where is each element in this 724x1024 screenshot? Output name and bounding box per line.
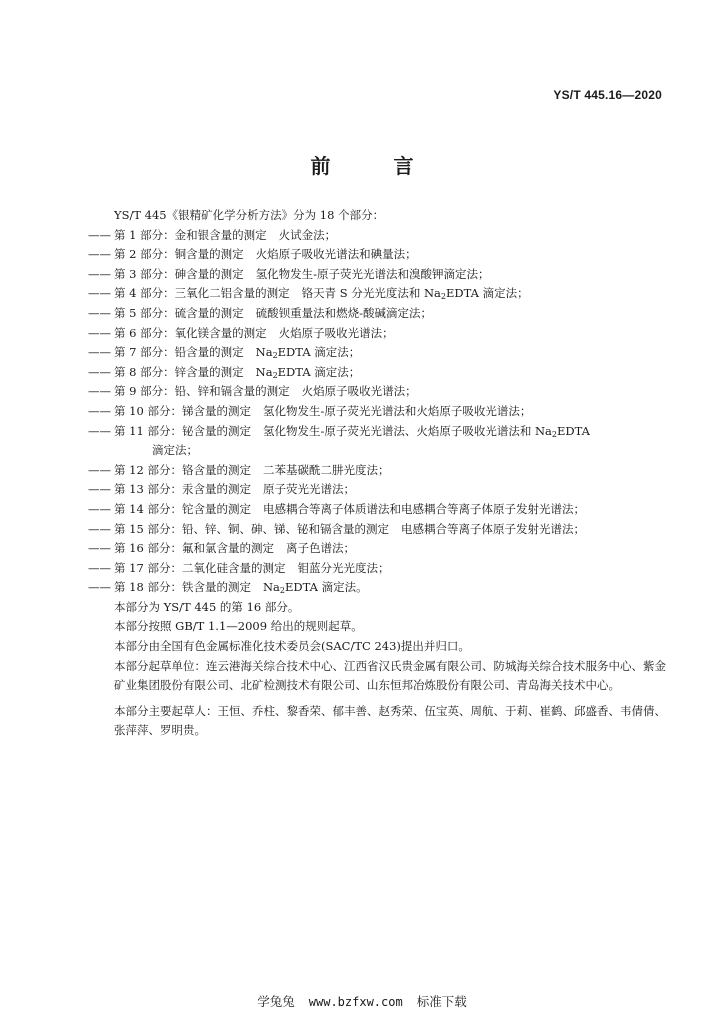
list-dash: —— [88, 247, 111, 262]
part-method: 氢化物发生-原子荧光光谱法和火焰原子吸收光谱法； [262, 403, 532, 418]
subscript: 2 [551, 429, 558, 439]
part-method: 钼蓝分光光度法； [297, 560, 390, 575]
method-text: 氢化物发生-原子荧光光谱法、火焰原子吸收光谱法和 Na [262, 423, 552, 438]
list-dash: —— [88, 266, 111, 281]
part-method: 二苯基碳酰二肼光度法； [262, 462, 390, 477]
part-method: 离子色谱法； [285, 541, 355, 556]
footer-site-name: 学兔兔 [257, 994, 295, 1009]
intro-text: YS/T 445《银精矿化学分析方法》分为 18 个部分： [114, 208, 385, 222]
part-of-statement: 本部分为 YS/T 445 的第 16 部分。 [114, 599, 300, 614]
list-item [88, 304, 668, 324]
list-item [88, 226, 668, 246]
part-method: 火焰原子吸收光谱法； [278, 325, 394, 340]
part-label: 第 18 部分：铁含量的测定 [114, 580, 251, 595]
list-item [88, 402, 668, 422]
footer-slogan: 标准下载 [416, 994, 467, 1009]
subscript: 2 [440, 292, 446, 302]
list-dash: —— [88, 286, 111, 301]
page-title: 前 言 [310, 154, 442, 178]
part-label: 第 8 部分：锌含量的测定 [114, 364, 244, 379]
footer-url-link[interactable]: www.bzfxw.com [308, 995, 403, 1009]
part-method: 硫酸钡重量法和燃烧-酸碱滴定法； [255, 305, 433, 320]
part-label: 第 7 部分：铅含量的测定 [114, 345, 244, 360]
method-text: EDTA [557, 423, 590, 438]
list-item [88, 480, 668, 500]
part-label: 第 1 部分：金和银含量的测定 [114, 227, 267, 242]
part-method: 火试金法； [278, 227, 337, 242]
part-label: 第 2 部分：铜含量的测定 [114, 247, 244, 262]
list-dash: —— [88, 345, 111, 360]
part-method: 氢化物发生-原子荧光光谱法和溴酸钾滴定法； [255, 266, 490, 281]
list-dash: —— [88, 305, 111, 320]
method-text: EDTA 滴定法； [446, 286, 529, 301]
drafting-rules-statement: 本部分按照 GB/T 1.1—2009 给出的规则起草。 [114, 619, 363, 634]
list-item [88, 363, 668, 383]
list-dash: —— [88, 482, 111, 497]
part-method: 电感耦合等离子体原子发射光谱法； [400, 521, 585, 536]
method-text: 铬天青 S 分光光度法和 Na [301, 286, 441, 301]
part-method [256, 365, 361, 379]
document-body [88, 206, 668, 741]
method-text: EDTA 滴定法； [277, 345, 361, 360]
list-item [88, 265, 668, 285]
list-item [88, 245, 668, 265]
part-label: 第 12 部分：铬含量的测定 [114, 462, 251, 477]
list-item [88, 324, 668, 344]
list-item [88, 520, 668, 540]
list-item [88, 578, 668, 598]
part-label: 第 14 部分：铊含量的测定 [114, 501, 251, 516]
part-method: 电感耦合等离子体质谱法和电感耦合等离子体原子发射光谱法； [262, 501, 585, 516]
list-dash: —— [88, 384, 111, 399]
part-label: 第 15 部分：铅、锌、铜、砷、锑、铋和镉含量的测定 [114, 521, 389, 536]
part-method [263, 424, 590, 438]
part-label: 第 16 部分：氟和氯含量的测定 [114, 541, 274, 556]
method-text: Na [262, 580, 280, 595]
part-label: 第 10 部分：锑含量的测定 [114, 403, 251, 418]
list-dash: —— [88, 462, 111, 477]
list-item [88, 500, 668, 520]
list-item-continuation: 滴定法； [152, 443, 198, 458]
proposed-by-statement: 本部分由全国有色金属标准化技术委员会(SAC/TC 243)提出并归口。 [114, 639, 470, 654]
part-method: 原子荧光光谱法； [262, 482, 355, 497]
standard-code: YS/T 445.16—2020 [553, 88, 662, 102]
part-method [263, 580, 368, 594]
subscript: 2 [279, 586, 285, 596]
method-text: EDTA 滴定法。 [284, 580, 368, 595]
subscript: 2 [272, 370, 278, 380]
method-text: EDTA 滴定法； [277, 364, 361, 379]
list-dash: —— [88, 227, 111, 242]
list-dash: —— [88, 423, 111, 438]
part-method [256, 345, 361, 359]
part-label: 第 6 部分：氧化镁含量的测定 [114, 325, 267, 340]
list-dash: —— [88, 403, 111, 418]
part-label: 第 3 部分：砷含量的测定 [114, 266, 244, 281]
drafters-paragraph: 本部分主要起草人：王恒、乔柱、黎香荣、郁丰善、赵秀荣、伍宝英、周航、于莉、崔鹤、邱盛香、韦倩倩、张萍萍、罗明贵。 [114, 703, 666, 738]
list-dash: —— [88, 560, 111, 575]
list-dash: —— [88, 325, 111, 340]
method-text: Na [255, 345, 273, 360]
list-item [88, 422, 668, 442]
part-label: 第 17 部分：二氧化硅含量的测定 [114, 560, 286, 575]
drafting-units-paragraph: 本部分起草单位：连云港海关综合技术中心、江西省汉氏贵金属有限公司、防城海关综合技术服务中心、紫金矿业集团股份有限公司、北矿检测技术有限公司、山东恒邦冶炼股份有限公司、青岛海关技术中心。 [114, 658, 666, 693]
method-text: Na [255, 364, 273, 379]
part-label: 第 5 部分：硫含量的测定 [114, 305, 244, 320]
list-dash: —— [88, 364, 111, 379]
list-dash: —— [88, 580, 111, 595]
list-dash: —— [88, 501, 111, 516]
list-dash: —— [88, 521, 111, 536]
part-label: 第 9 部分：铅、锌和镉含量的测定 [114, 384, 290, 399]
part-method [302, 286, 529, 300]
list-item [88, 559, 668, 579]
part-label: 第 13 部分：汞含量的测定 [114, 482, 251, 497]
list-item [88, 343, 668, 363]
part-label: 第 4 部分：三氧化二铝含量的测定 [114, 286, 290, 301]
subscript: 2 [272, 351, 278, 361]
part-method: 火焰原子吸收光谱法和碘量法； [255, 247, 417, 262]
list-item [88, 539, 668, 559]
footer-watermark [0, 992, 724, 1010]
list-dash: —— [88, 541, 111, 556]
list-item [88, 284, 668, 304]
list-item [88, 461, 668, 481]
part-method: 火焰原子吸收光谱法； [301, 384, 417, 399]
part-label: 第 11 部分：铋含量的测定 [114, 423, 251, 438]
list-item [88, 382, 668, 402]
